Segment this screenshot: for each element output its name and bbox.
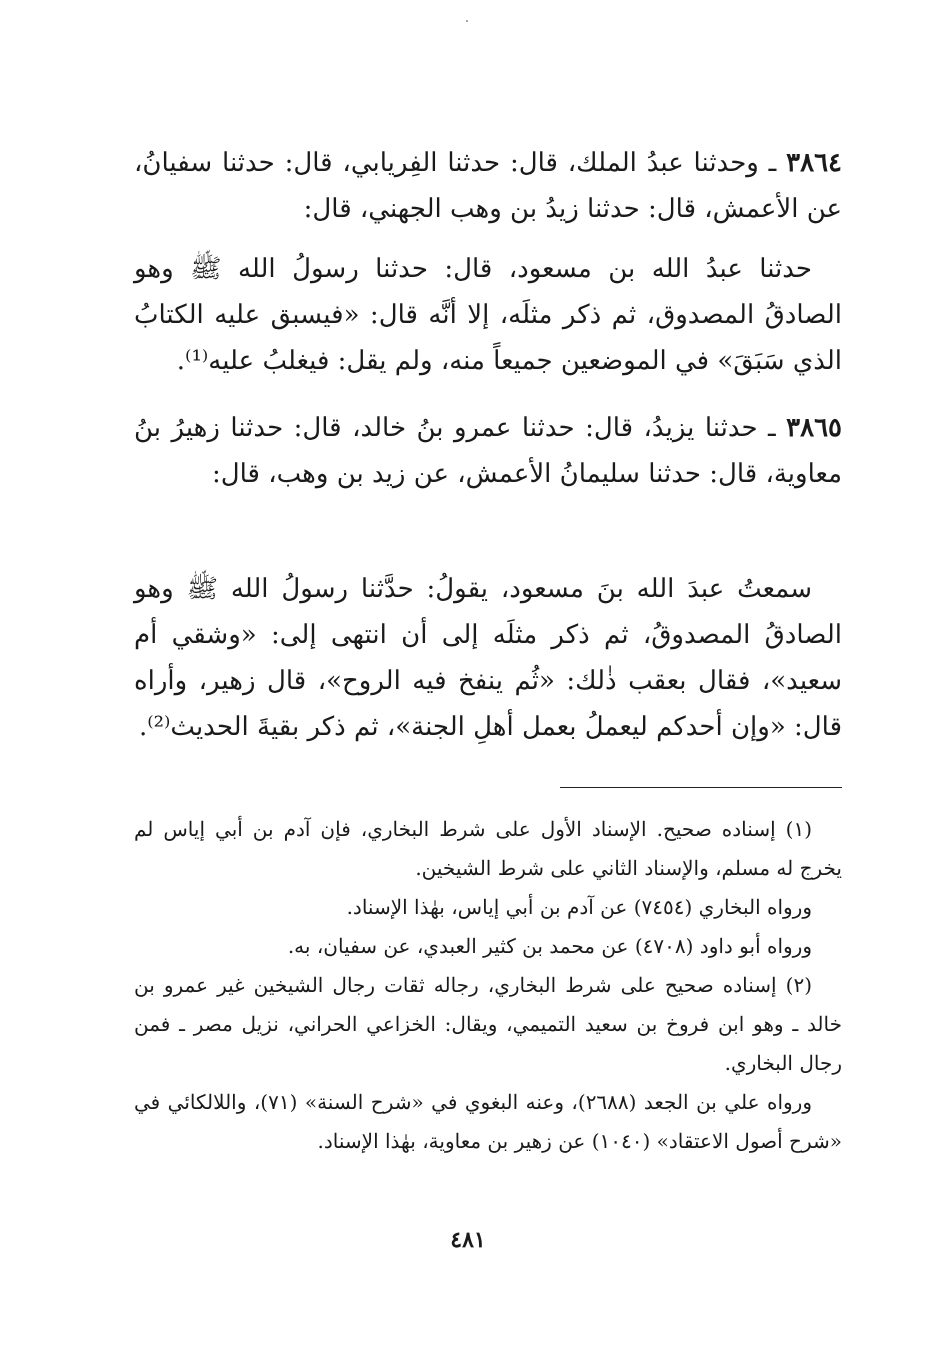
hadith-3865-matn: سمعتُ عبدَ الله بنَ مسعود، يقولُ: حدَّثنا رسولُ الله ﷺ وهو الصادقُ المصدوقُ، ثم ذكر مثلَه إلى أن انتهى إلى: «وشقي أم سعيد»، فقال بعقب ذٰلك: «ثُم ينفخ فيه الروح»، قال زهير، وأراه قال: «وإن أحدكم ليعملُ بعمل أهلِ الجنة»، ثم ذكر بقيةَ الحديث⁽²⁾. [134,574,842,742]
footnotes [134,810,842,1161]
page-number: ٤٨١ [450,1227,486,1253]
page-mark [466,20,468,22]
hadith-number-3864: ٣٨٦٤ [786,148,842,178]
hadith-3864-matn: حدثنا عبدُ الله بن مسعود، قال: حدثنا رسولُ الله ﷺ وهو الصادقُ المصدوق، ثم ذكر مثلَه، إلا أنَّه قال: «فيسبق عليه الكتابُ الذي سَبَقَ» في الموضعين جميعاً منه، ولم يقل: فيغلبُ عليه⁽¹⁾. [134,254,842,376]
hadith-number-3865: ٣٨٦٥ [786,413,842,443]
hadith-3864-matn-block [134,246,842,384]
footnote-separator [560,787,842,788]
hadith-3864-isnad: ـ وحدثنا عبدُ الملك، قال: حدثنا الفِريابي، قال: حدثنا سفيانُ، عن الأعمش، قال: حدثنا زيدُ بن وهب الجهني، قال: [134,148,842,224]
footnote-1: (١) إسناده صحيح. الإسناد الأول على شرط البخاري، فإن آدم بن أبي إياس لم يخرج له مسلم، والإسناد الثاني على شرط الشيخين. [134,817,842,880]
hadith-3865-isnad: ـ حدثنا يزيدُ، قال: حدثنا عمرو بنُ خالد، قال: حدثنا زهيرُ بنُ معاوية، قال: حدثنا سليمانُ الأعمش، عن زيد بن وهب، قال: [134,413,842,489]
footnote-1-abudawud: ورواه أبو داود (٤٧٠٨) عن محمد بن كثير العبدي، عن سفيان، به. [287,934,812,958]
footnote-2-sources: ورواه علي بن الجعد (٢٦٨٨)، وعنه البغوي في «شرح السنة» (٧١)، واللالكائي في «شرح أصول الاعتقاد» (١٠٤٠) عن زهير بن معاوية، بهٰذا الإسناد. [134,1090,842,1153]
hadith-3865-isnad-block [134,405,842,497]
hadith-3864-isnad-block [134,140,842,232]
footnote-2: (٢) إسناده صحيح على شرط البخاري، رجاله ثقات رجال الشيخين غير عمرو بن خالد ـ وهو ابن فروخ بن سعيد التميمي، ويقال: الخزاعي الحراني، نزيل مصر ـ فمن رجال البخاري. [134,973,842,1075]
footnote-1-bukhari: ورواه البخاري (٧٤٥٤) عن آدم بن أبي إياس، بهٰذا الإسناد. [346,895,812,919]
hadith-3865-matn-block [134,566,842,750]
